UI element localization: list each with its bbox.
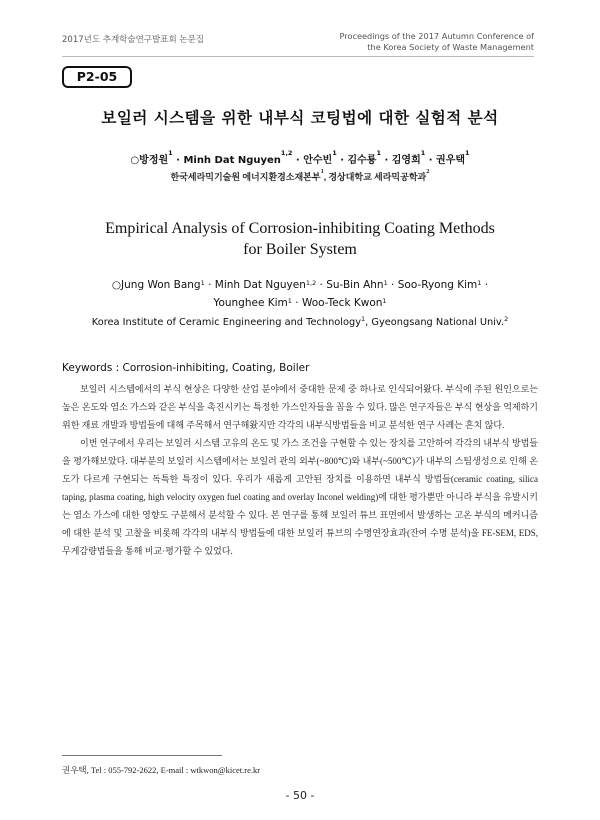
header-divider — [62, 56, 534, 57]
author-sup: 1 — [168, 149, 173, 157]
title-english-line2: for Boiler System — [243, 241, 357, 258]
affiliation-sup: 2 — [504, 315, 509, 323]
paper-id-badge: P2-05 — [62, 66, 132, 88]
author-name: 안수빈 — [303, 155, 333, 166]
author-separator: · — [381, 155, 392, 166]
affiliation-separator: , — [365, 317, 372, 328]
abstract-paragraph: 보일러 시스템에서의 부식 현상은 다양한 산업 분야에서 중대한 문제 중 하나로 인식되어왔다. 부식에 주된 원인으로는 높은 온도와 염소 가스와 같은 부식을 촉진시키는 특정한 가스인자들을 꼽을 수 있다. 많은 연구자들은 부식 현상을 억제하기 위한 재료 개발과 방법들에 대해 주목해서 연구해왔지만 각각의 내부식방법들을 비교 분석한 연구 사례는 흔치 않다. — [62, 384, 538, 430]
author-sup: 1 — [382, 297, 387, 305]
author-name: Woo-Teck Kwon — [301, 297, 383, 309]
title-korean: 보일러 시스템을 위한 내부식 코팅법에 대한 실험적 분석 — [101, 109, 499, 127]
author-separator: · — [425, 155, 437, 166]
author-name: Su-Bin Ahn — [326, 279, 384, 291]
presenter-mark: ○ — [130, 155, 140, 166]
abstract-paragraph: 이번 연구에서 우리는 보일러 시스템 고유의 온도 및 가스 조건을 구현할 수 있는 장치를 고안하여 각각의 내부식 방법들을 평가해보았다. 대부분의 보일러 시스템에서는 보일러 관의 외부(~800℃)와 내부(~500℃)가 내부의 스팀생성으로 인해 온도가 다르게 구현되는 독특한 특징이 있다. 우리가 새롭게 고안된 장치를 이용하면 내부식 방법들(ceramic coating, silica taping, plasma coating, high velocity oxygen fuel coating and overlay Inconel welding)에 대한 평가뿐만 아니라 부식을 유발시키는 염소 가스에 대한 영향도 구분해서 분석할 수 있다. 본 연구를 통해 보일러 튜브 표면에서 발생하는 고온 부식의 메커니즘에 대한 분석 및 고찰을 비롯해 각각의 내부식 방법들에 대한 보일러 튜브의 수명연장효과(잔여 수명 분석)을 FE-SEM, EDS, 무게감량법들을 통해 비교·평가할 수 있었다. — [62, 438, 538, 556]
header-right-line2: the Korea Society of Waste Management — [367, 42, 534, 52]
author-separator: · — [291, 297, 302, 309]
author-separator: · — [292, 155, 304, 166]
author-sup: 1,2 — [280, 149, 293, 157]
footnote-divider — [62, 755, 222, 756]
affiliation-sup: 1 — [361, 315, 366, 323]
authors-english — [0, 276, 600, 312]
authors-korean — [0, 151, 600, 166]
author-name: 김수룡 — [347, 155, 377, 166]
affiliation-part: Gyeongsang National Univ. — [371, 317, 505, 328]
authors-english-line2 — [0, 294, 600, 312]
author-name: 방정원 — [139, 155, 169, 166]
author-sup: 1 — [477, 279, 482, 287]
page-number: - 50 - — [285, 789, 315, 802]
author-separator: · — [316, 279, 327, 291]
author-name: 김영희 — [391, 155, 421, 166]
affiliation-part: Korea Institute of Ceramic Engineering and Technology — [91, 317, 362, 328]
header-right-text — [294, 31, 534, 53]
footnote-contact: 권우택, Tel : 055-792-2622, E-mail : wtkwon@kicet.re.kr — [62, 765, 261, 775]
author-name: Minh Dat Nguyen — [183, 155, 281, 166]
author-name: Soo-Ryong Kim — [397, 279, 478, 291]
author-name: Younghee Kim — [213, 297, 288, 309]
author-sup: 1 — [332, 149, 337, 157]
author-separator: · — [387, 279, 398, 291]
title-english-line1: Empirical Analysis of Corrosion-inhibiting Coating Methods — [105, 220, 495, 237]
header-right-line1: Proceedings of the 2017 Autumn Conference of — [339, 31, 534, 41]
header-left-text: 2017년도 추계학술연구발표회 논문집 — [62, 35, 204, 45]
affiliation-english — [0, 317, 600, 328]
author-name: 권우택 — [436, 155, 466, 166]
author-sup: 1,2 — [305, 279, 317, 287]
author-separator: · — [336, 155, 348, 166]
presenter-mark: ○ — [111, 279, 122, 291]
affiliation-part: 한국세라믹기술원 에너지환경소재본부 — [170, 172, 321, 182]
author-sup: 1 — [376, 149, 381, 157]
affiliation-part: 경상대학교 세라믹공학과 — [328, 172, 427, 182]
keywords: Keywords : Corrosion-inhibiting, Coating, Boiler — [62, 362, 310, 374]
author-sup: 1 — [383, 279, 388, 287]
author-separator: · — [172, 155, 184, 166]
affiliation-korean — [0, 170, 600, 183]
author-name: Jung Won Bang — [121, 279, 201, 291]
abstract-body — [62, 380, 538, 560]
authors-english-line1 — [0, 276, 600, 294]
author-sup: 1 — [465, 149, 470, 157]
author-sup: 1 — [287, 297, 292, 305]
author-sup: 1 — [420, 149, 426, 157]
title-english — [0, 218, 600, 260]
author-separator: · — [481, 279, 489, 291]
affiliation-separator: , — [323, 172, 329, 182]
author-name: Minh Dat Nguyen — [214, 279, 306, 291]
author-sup: 1 — [200, 279, 205, 287]
author-separator: · — [204, 279, 215, 291]
affiliation-sup: 1 — [320, 168, 324, 175]
affiliation-sup: 2 — [426, 168, 430, 175]
